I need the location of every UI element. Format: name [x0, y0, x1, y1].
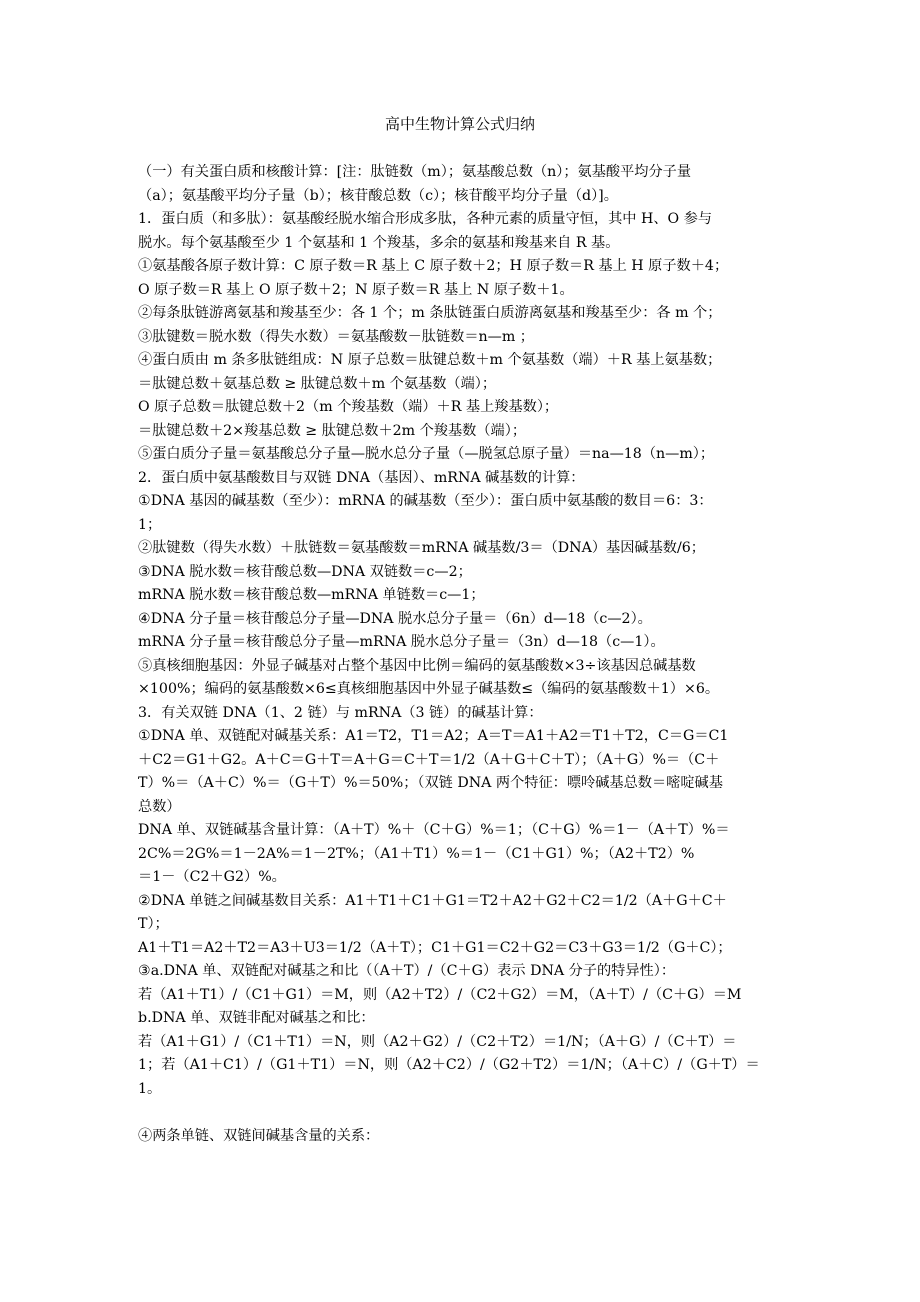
text-line: A1＋T1＝A2＋T2＝A3＋U3＝1/2（A＋T）；C1＋G1＝C2＋G2＝C3＋G3＝1/2（G＋C）；	[138, 939, 732, 956]
text-line: ＝肽键总数＋氨基总数 ≥ 肽键总数＋m 个氨基数（端）；	[138, 375, 497, 392]
text-line: ①DNA 基因的碱基数（至少）：mRNA 的碱基数（至少）：蛋白质中氨基酸的数目＝6：3：	[138, 493, 713, 509]
text-line: ②肽键数（得失水数）＋肽链数＝氨基酸数＝mRNA 碱基数/3＝（DNA）基因碱基数/6；	[138, 540, 705, 556]
text-line: ④两条单链、双链间碱基含量的关系：	[138, 1127, 380, 1144]
text-line: ③a.DNA 单、双链配对碱基之和比（（A＋T）/（C＋G）表示 DNA 分子的特异性）：	[138, 963, 676, 979]
text-line: （a）；氨基酸平均分子量（b）；核苷酸总数（c）；核苷酸平均分子量（d）]。	[138, 187, 618, 204]
text-line	[138, 1101, 788, 1125]
text-line: b.DNA 单、双链非配对碱基之和比：	[138, 1010, 375, 1026]
text-line: 脱水。每个氨基酸至少 1 个氨基和 1 个羧基，多余的氨基和羧基来自 R 基。	[138, 234, 620, 251]
text-line: mRNA 脱水数＝核苷酸总数—mRNA 单链数＝c—1；	[138, 587, 485, 603]
text-line: （一）有关蛋白质和核酸计算：[注：肽链数（m）；氨基酸总数（n）；氨基酸平均分子量	[138, 164, 692, 180]
text-line: 2．蛋白质中氨基酸数目与双链 DNA（基因）、mRNA 碱基数的计算：	[138, 469, 585, 486]
document-title: 高中生物计算公式归纳	[384, 115, 535, 133]
text-line: O 原子总数＝肽键总数＋2（m 个羧基数（端）＋R 基上羧基数）；	[138, 399, 559, 415]
text-line: 1。	[138, 1080, 162, 1097]
text-line: ①DNA 单、双链配对碱基关系：A1＝T2，T1＝A2；A＝T＝A1＋A2＝T1＋T2，C＝G＝C1	[138, 728, 729, 744]
text-line: 3．有关双链 DNA（1、2 链）与 mRNA（3 链）的碱基计算：	[138, 704, 543, 721]
text-line: ③肽键数＝脱水数（得失水数）＝氨基酸数－肽链数＝n—m ；	[138, 328, 534, 345]
text-line: ④蛋白质由 m 条多肽链组成：N 原子总数＝肽键总数＋m 个氨基数（端）＋R 基上氨基数；	[138, 352, 722, 368]
text-line: ＝1－（C2＋G2）%。	[138, 869, 286, 885]
text-line: T）%＝（A＋C）%＝（G＋T）%＝50%；（双链 DNA 两个特征：嘌呤碱基总数＝嘧啶碱基	[138, 775, 723, 791]
text-line: ×100%；编码的氨基酸数×6≤真核细胞基因中外显子碱基数≤（编码的氨基酸数＋1）×6。	[138, 681, 720, 697]
text-line: 若（A1＋G1）/（C1＋T1）＝N，则（A2＋G2）/（C2＋T2）＝1/N；（A＋G）/（C＋T）＝	[138, 1033, 737, 1050]
text-line: DNA 单、双链碱基含量计算：（A＋T）%＋（C＋G）%＝1；（C＋G）%＝1－（A＋T）%＝	[138, 822, 730, 838]
text-line: O 原子数＝R 基上 O 原子数＋2；N 原子数＝R 基上 N 原子数＋1。	[138, 281, 574, 298]
text-line: 1；若（A1＋C1）/（G1＋T1）＝N，则（A2＋C2）/（G2＋T2）＝1/N；（A＋C）/（G＋T）＝	[138, 1057, 760, 1073]
text-line: 1；	[138, 516, 162, 533]
text-line: mRNA 分子量＝核苷酸总分子量—mRNA 脱水总分子量＝（3n）d—18（c—1）。	[138, 634, 665, 650]
text-line: 若（A1＋T1）/（C1＋G1）＝M，则（A2＋T2）/（C2＋G2）＝M，（A＋T）/（C＋G）＝M	[138, 986, 742, 1003]
text-line: ＋C2＝G1＋G2。A＋C＝G＋T＝A＋G＝C＋T＝1/2（A＋G＋C＋T）；（A＋G）%＝（C＋	[138, 751, 720, 768]
text-line: T）；	[138, 916, 169, 932]
text-line: ④DNA 分子量＝核苷酸总分子量—DNA 脱水总分子量＝（6n）d—18（c—2）。	[138, 610, 652, 627]
text-line: 1．蛋白质（和多肽）：氨基酸经脱水缩合形成多肽，各种元素的质量守恒，其中 H、O 参与	[138, 211, 713, 227]
text-line: ⑤真核细胞基因：外显子碱基对占整个基因中比例＝编码的氨基酸数×3÷该基因总碱基数	[138, 657, 696, 674]
text-line: 总数）	[138, 798, 181, 815]
text-line: ①氨基酸各原子数计算：C 原子数＝R 基上 C 原子数＋2；H 原子数＝R 基上 H 原子数＋4；	[138, 258, 729, 274]
text-line: ②每条肽链游离氨基和羧基至少：各 1 个；m 条肽链蛋白质游离氨基和羧基至少：各 m 个；	[138, 305, 722, 321]
text-line: ⑤蛋白质分子量＝氨基酸总分子量—脱水总分子量（—脱氢总原子量）＝na—18（n—m）；	[138, 446, 715, 462]
text-line: 2C%＝2G%＝1－2A%＝1－2T%；（A1＋T1）%＝1－（C1＋G1）%；（A2＋T2）%	[138, 845, 695, 862]
text-line: ＝肽键总数＋2×羧基总数 ≥ 肽键总数＋2m 个羧基数（端）；	[138, 422, 527, 439]
document-body	[138, 161, 788, 1148]
text-line: ③DNA 脱水数＝核苷酸总数—DNA 双链数＝c—2；	[138, 563, 472, 580]
text-line: ②DNA 单链之间碱基数目关系：A1＋T1＋C1＋G1＝T2＋A2＋G2＋C2＝1/2（A＋G＋C＋	[138, 892, 727, 909]
